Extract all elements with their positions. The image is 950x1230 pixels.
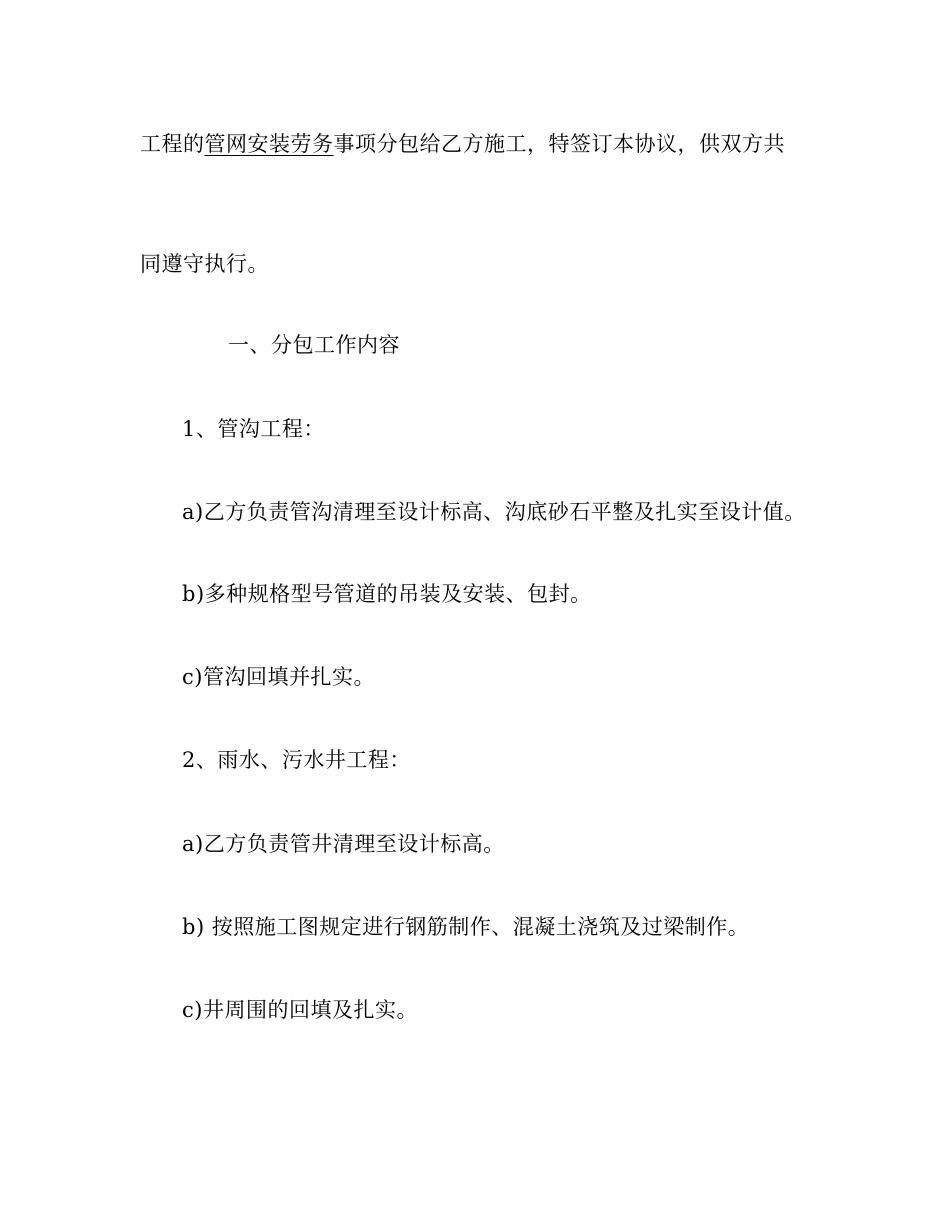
list-item: a)乙方负责管沟清理至设计标高、沟底砂石平整及扎实至设计值。 <box>182 500 806 524</box>
intro-text-before: 工程的 <box>140 132 205 156</box>
intro-line-2: 同遵守执行。 <box>140 252 269 276</box>
list-item: b) 按照施工图规定进行钢筋制作、混凝土浇筑及过梁制作。 <box>182 915 750 939</box>
list-item: 1、管沟工程： <box>182 417 325 441</box>
list-item: a)乙方负责管井清理至设计标高。 <box>182 832 505 856</box>
intro-underlined-text: 管网安装劳务 <box>204 132 334 156</box>
list-item: c)管沟回填并扎实。 <box>182 665 375 689</box>
intro-line-1 <box>140 130 785 158</box>
intro-text-after: 事项分包给乙方施工，特签订本协议，供双方共 <box>333 132 785 156</box>
section-title: 一、分包工作内容 <box>228 333 400 357</box>
list-item: b)多种规格型号管道的吊装及安装、包封。 <box>182 582 592 606</box>
list-item: 2、雨水、污水井工程： <box>182 748 411 772</box>
list-item: c)井周围的回填及扎实。 <box>182 998 418 1022</box>
